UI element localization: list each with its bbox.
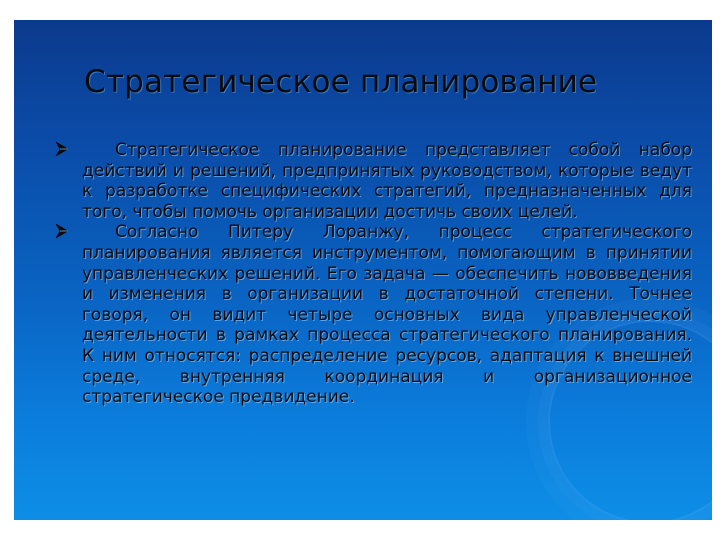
arrowhead-bullet-icon [55,223,69,239]
arrowhead-bullet-icon [55,141,69,157]
bullet-list [82,140,692,408]
bullet-item-lorange [82,222,692,407]
bullet-text: Согласно Питеру Лоранжу, процесс стратегического планирования является инструментом, помогающим в принятии управленческих решений. Его задача — обеспечить нововведения и изменения в организации в достаточной степени. Точнее говоря, он видит четыре основных вида управленческой деятельности в рамках процесса стратегического планирования. К ним относятся: распределение ресурсов, адаптация к внешней среде, внутренняя координация и организационное стратегическое предвидение. [82,222,692,408]
presentation-slide [14,20,712,520]
bullet-text: Стратегическое планирование представляет собой набор действий и решений, предпринятых руководством, которые ведут к разработке специфических стратегий, предназначенных для того, чтобы помочь организации достичь своих целей. [82,140,692,222]
bullet-item-definition [82,140,692,222]
slide-title: Стратегическое планирование [84,64,598,100]
